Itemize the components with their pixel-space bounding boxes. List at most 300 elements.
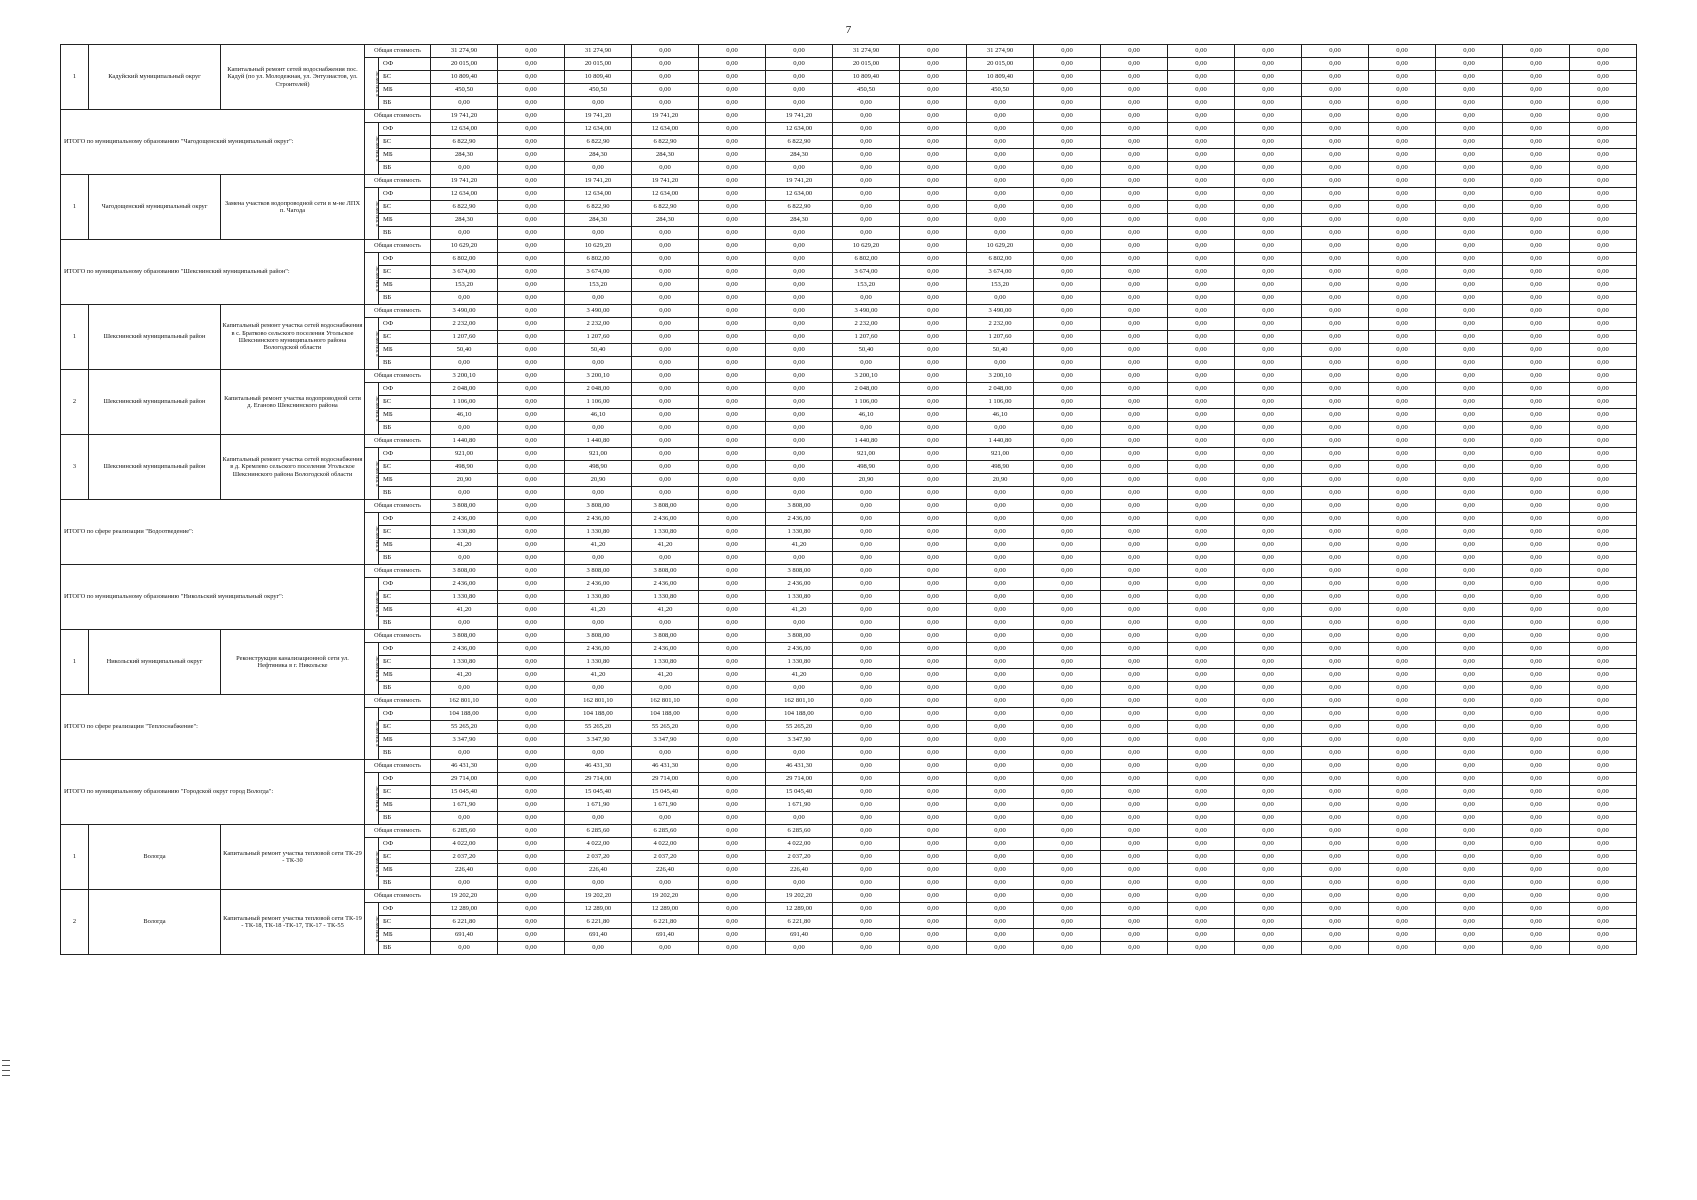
value-cell: 0,00 (1034, 799, 1101, 812)
value-cell: 0,00 (1369, 240, 1436, 253)
value-cell: 0,00 (1168, 851, 1235, 864)
value-cell: 0,00 (1101, 240, 1168, 253)
value-cell: 2 037,20 (632, 851, 699, 864)
value-cell: 0,00 (900, 630, 967, 643)
value-cell: 0,00 (1369, 357, 1436, 370)
value-cell: 6 285,60 (565, 825, 632, 838)
value-cell: 0,00 (833, 864, 900, 877)
value-cell: 0,00 (1369, 617, 1436, 630)
funding-source-label: МБ (379, 929, 431, 942)
value-cell: 0,00 (1034, 500, 1101, 513)
funding-source-label: ВБ (379, 292, 431, 305)
value-cell: 0,00 (1168, 448, 1235, 461)
value-cell: 0,00 (1302, 656, 1369, 669)
value-cell: 0,00 (1168, 760, 1235, 773)
value-cell: 0,00 (1101, 357, 1168, 370)
value-cell: 0,00 (1302, 487, 1369, 500)
value-cell: 0,00 (498, 786, 565, 799)
value-cell: 0,00 (498, 84, 565, 97)
value-cell: 0,00 (1369, 331, 1436, 344)
value-cell: 0,00 (498, 396, 565, 409)
value-cell: 46,10 (431, 409, 498, 422)
value-cell: 0,00 (699, 721, 766, 734)
value-cell: 6 822,90 (565, 136, 632, 149)
value-cell: 0,00 (699, 45, 766, 58)
value-cell: 0,00 (1436, 201, 1503, 214)
value-cell: 0,00 (1570, 669, 1637, 682)
value-cell: 0,00 (900, 851, 967, 864)
value-cell: 0,00 (1302, 71, 1369, 84)
value-cell: 0,00 (1101, 604, 1168, 617)
value-cell: 0,00 (1168, 656, 1235, 669)
value-cell: 0,00 (699, 396, 766, 409)
value-cell: 0,00 (1436, 669, 1503, 682)
value-cell: 0,00 (565, 552, 632, 565)
value-cell: 0,00 (498, 110, 565, 123)
value-cell: 0,00 (632, 266, 699, 279)
value-cell: 0,00 (833, 591, 900, 604)
value-cell: 0,00 (1570, 279, 1637, 292)
value-cell: 0,00 (1034, 357, 1101, 370)
value-cell: 0,00 (1369, 58, 1436, 71)
value-cell: 162 801,10 (766, 695, 833, 708)
value-cell: 0,00 (1302, 786, 1369, 799)
funding-source-label: МБ (379, 474, 431, 487)
value-cell: 0,00 (1302, 890, 1369, 903)
value-cell: 0,00 (1034, 370, 1101, 383)
value-cell: 0,00 (967, 214, 1034, 227)
value-cell: 0,00 (900, 786, 967, 799)
value-cell: 0,00 (699, 747, 766, 760)
value-cell: 0,00 (1503, 58, 1570, 71)
value-cell: 0,00 (1503, 435, 1570, 448)
value-cell: 0,00 (1503, 630, 1570, 643)
value-cell: 0,00 (1101, 565, 1168, 578)
value-cell: 0,00 (1168, 474, 1235, 487)
value-cell: 0,00 (900, 604, 967, 617)
value-cell: 0,00 (699, 916, 766, 929)
value-cell: 0,00 (699, 851, 766, 864)
value-cell: 0,00 (900, 695, 967, 708)
value-cell: 0,00 (1302, 942, 1369, 955)
value-cell: 0,00 (1302, 669, 1369, 682)
value-cell: 0,00 (1570, 799, 1637, 812)
value-cell: 0,00 (632, 682, 699, 695)
value-cell: 0,00 (1034, 656, 1101, 669)
value-cell: 0,00 (1168, 890, 1235, 903)
value-cell: 0,00 (833, 825, 900, 838)
value-cell: 0,00 (1369, 552, 1436, 565)
value-cell: 0,00 (967, 123, 1034, 136)
value-cell: 0,00 (699, 526, 766, 539)
funding-source-label: ОФ (379, 318, 431, 331)
value-cell: 0,00 (1302, 110, 1369, 123)
value-cell: 0,00 (1436, 760, 1503, 773)
value-cell: 0,00 (1168, 643, 1235, 656)
table-row (61, 370, 1637, 383)
value-cell: 0,00 (833, 799, 900, 812)
municipality-name: Никольский муниципальный округ (89, 630, 221, 695)
value-cell: 0,00 (699, 890, 766, 903)
value-cell: 0,00 (1436, 383, 1503, 396)
value-cell: 0,00 (833, 838, 900, 851)
value-cell: 0,00 (1369, 383, 1436, 396)
value-cell: 0,00 (1503, 201, 1570, 214)
value-cell: 0,00 (766, 435, 833, 448)
value-cell: 0,00 (967, 500, 1034, 513)
funding-source-label: БС (379, 136, 431, 149)
value-cell: 0,00 (565, 422, 632, 435)
value-cell: 0,00 (498, 539, 565, 552)
value-cell: 162 801,10 (565, 695, 632, 708)
value-cell: 0,00 (900, 227, 967, 240)
value-cell: 0,00 (1168, 721, 1235, 734)
value-cell: 0,00 (1101, 266, 1168, 279)
value-cell: 0,00 (1168, 526, 1235, 539)
value-cell: 41,20 (565, 604, 632, 617)
value-cell: 0,00 (1436, 500, 1503, 513)
value-cell: 0,00 (1570, 383, 1637, 396)
value-cell: 1 330,80 (632, 656, 699, 669)
value-cell: 0,00 (699, 825, 766, 838)
value-cell: 0,00 (699, 565, 766, 578)
value-cell: 3 490,00 (967, 305, 1034, 318)
value-cell: 1 330,80 (431, 656, 498, 669)
value-cell: 0,00 (1369, 136, 1436, 149)
value-cell: 0,00 (1369, 279, 1436, 292)
value-cell: 0,00 (900, 708, 967, 721)
in-that-number-label (365, 708, 379, 760)
value-cell: 0,00 (632, 71, 699, 84)
value-cell: 0,00 (1168, 461, 1235, 474)
in-that-number-text: в том числе: (375, 330, 381, 357)
value-cell: 0,00 (1168, 435, 1235, 448)
value-cell: 0,00 (565, 227, 632, 240)
value-cell: 0,00 (1436, 175, 1503, 188)
value-cell: 0,00 (1369, 669, 1436, 682)
value-cell: 0,00 (833, 916, 900, 929)
value-cell: 0,00 (1034, 877, 1101, 890)
value-cell: 0,00 (833, 708, 900, 721)
value-cell: 0,00 (833, 214, 900, 227)
value-cell: 0,00 (1570, 448, 1637, 461)
value-cell: 0,00 (1570, 786, 1637, 799)
value-cell: 0,00 (1168, 292, 1235, 305)
value-cell: 0,00 (967, 916, 1034, 929)
value-cell: 3 674,00 (833, 266, 900, 279)
value-cell: 0,00 (1101, 721, 1168, 734)
value-cell: 0,00 (632, 422, 699, 435)
value-cell: 0,00 (1034, 292, 1101, 305)
value-cell: 0,00 (1369, 695, 1436, 708)
total-label: ИТОГО по муниципальному образованию "Чагодощенский муниципальный округ": (61, 110, 365, 175)
value-cell: 498,90 (565, 461, 632, 474)
value-cell: 0,00 (833, 682, 900, 695)
value-cell: 3 808,00 (431, 630, 498, 643)
value-cell: 0,00 (1436, 396, 1503, 409)
value-cell: 0,00 (1570, 500, 1637, 513)
value-cell: 0,00 (1436, 747, 1503, 760)
value-cell: 0,00 (1235, 188, 1302, 201)
value-cell: 50,40 (431, 344, 498, 357)
value-cell: 284,30 (766, 214, 833, 227)
value-cell: 0,00 (632, 292, 699, 305)
value-cell: 0,00 (1168, 682, 1235, 695)
value-cell: 0,00 (1503, 799, 1570, 812)
value-cell: 0,00 (498, 318, 565, 331)
value-cell: 0,00 (1034, 435, 1101, 448)
value-cell: 0,00 (1369, 760, 1436, 773)
value-cell: 0,00 (498, 552, 565, 565)
value-cell: 0,00 (1570, 643, 1637, 656)
value-cell: 0,00 (565, 97, 632, 110)
value-cell: 0,00 (1302, 799, 1369, 812)
value-cell: 0,00 (900, 71, 967, 84)
value-cell: 0,00 (1235, 97, 1302, 110)
value-cell: 2 436,00 (766, 578, 833, 591)
value-cell: 0,00 (766, 292, 833, 305)
value-cell: 0,00 (1101, 292, 1168, 305)
value-cell: 0,00 (1436, 253, 1503, 266)
value-cell: 0,00 (1503, 721, 1570, 734)
value-cell: 0,00 (900, 175, 967, 188)
value-cell: 0,00 (431, 942, 498, 955)
value-cell: 0,00 (498, 409, 565, 422)
value-cell: 0,00 (1168, 825, 1235, 838)
value-cell: 0,00 (498, 175, 565, 188)
value-cell: 0,00 (1369, 149, 1436, 162)
value-cell: 0,00 (1235, 552, 1302, 565)
value-cell: 0,00 (1168, 409, 1235, 422)
value-cell: 0,00 (1369, 890, 1436, 903)
table-row (61, 435, 1637, 448)
value-cell: 0,00 (1436, 604, 1503, 617)
value-cell: 0,00 (1369, 565, 1436, 578)
value-cell: 0,00 (1101, 214, 1168, 227)
value-cell: 0,00 (1034, 916, 1101, 929)
value-cell: 0,00 (1168, 799, 1235, 812)
value-cell: 0,00 (1570, 97, 1637, 110)
value-cell: 0,00 (1436, 682, 1503, 695)
value-cell: 0,00 (1436, 240, 1503, 253)
value-cell: 0,00 (1101, 773, 1168, 786)
value-cell: 0,00 (1369, 591, 1436, 604)
value-cell: 0,00 (1436, 71, 1503, 84)
value-cell: 0,00 (967, 617, 1034, 630)
value-cell: 0,00 (1302, 422, 1369, 435)
value-cell: 0,00 (1168, 500, 1235, 513)
value-cell: 0,00 (1570, 526, 1637, 539)
value-cell: 0,00 (833, 578, 900, 591)
value-cell: 0,00 (699, 474, 766, 487)
value-cell: 0,00 (699, 630, 766, 643)
value-cell: 1 207,60 (833, 331, 900, 344)
total-label: ИТОГО по сфере реализации "Водоотведение": (61, 500, 365, 565)
in-that-number-label (365, 448, 379, 500)
municipality-name: Кадуйский муниципальный округ (89, 45, 221, 110)
value-cell: 0,00 (1168, 97, 1235, 110)
value-cell: 0,00 (1034, 240, 1101, 253)
value-cell: 0,00 (1503, 123, 1570, 136)
value-cell: 12 289,00 (565, 903, 632, 916)
value-cell: 0,00 (1503, 838, 1570, 851)
value-cell: 1 106,00 (565, 396, 632, 409)
funding-source-label: ОФ (379, 578, 431, 591)
value-cell: 0,00 (1302, 617, 1369, 630)
value-cell: 0,00 (833, 487, 900, 500)
value-cell: 0,00 (900, 422, 967, 435)
value-cell: 0,00 (1436, 864, 1503, 877)
value-cell: 0,00 (1503, 318, 1570, 331)
value-cell: 0,00 (498, 565, 565, 578)
value-cell: 0,00 (967, 773, 1034, 786)
value-cell: 0,00 (498, 682, 565, 695)
value-cell: 0,00 (1034, 825, 1101, 838)
cost-kind-label: Общая стоимость (365, 890, 431, 903)
in-that-number-label (365, 773, 379, 825)
value-cell: 0,00 (1235, 942, 1302, 955)
value-cell: 0,00 (1302, 578, 1369, 591)
value-cell: 0,00 (1168, 123, 1235, 136)
value-cell: 2 048,00 (833, 383, 900, 396)
funding-source-label: ОФ (379, 643, 431, 656)
value-cell: 0,00 (1369, 318, 1436, 331)
value-cell: 284,30 (565, 149, 632, 162)
value-cell: 0,00 (1570, 942, 1637, 955)
value-cell: 0,00 (1034, 591, 1101, 604)
value-cell: 0,00 (1369, 409, 1436, 422)
value-cell: 0,00 (1302, 136, 1369, 149)
value-cell: 0,00 (900, 825, 967, 838)
value-cell: 0,00 (1235, 578, 1302, 591)
value-cell: 284,30 (431, 214, 498, 227)
value-cell: 0,00 (632, 487, 699, 500)
value-cell: 0,00 (498, 760, 565, 773)
value-cell: 0,00 (1168, 110, 1235, 123)
value-cell: 0,00 (1302, 84, 1369, 97)
value-cell: 226,40 (431, 864, 498, 877)
value-cell: 0,00 (1369, 734, 1436, 747)
value-cell: 0,00 (699, 123, 766, 136)
value-cell: 0,00 (1235, 435, 1302, 448)
value-cell: 0,00 (1369, 578, 1436, 591)
value-cell: 0,00 (699, 864, 766, 877)
value-cell: 41,20 (632, 669, 699, 682)
value-cell: 3 674,00 (565, 266, 632, 279)
value-cell: 2 232,00 (833, 318, 900, 331)
value-cell: 0,00 (431, 812, 498, 825)
value-cell: 0,00 (967, 162, 1034, 175)
value-cell: 0,00 (1101, 552, 1168, 565)
value-cell: 2 436,00 (431, 643, 498, 656)
value-cell: 0,00 (833, 526, 900, 539)
value-cell: 0,00 (967, 591, 1034, 604)
value-cell: 1 671,90 (632, 799, 699, 812)
value-cell: 153,20 (967, 279, 1034, 292)
value-cell: 0,00 (1034, 305, 1101, 318)
value-cell: 3 347,90 (565, 734, 632, 747)
value-cell: 41,20 (431, 539, 498, 552)
value-cell: 0,00 (1235, 292, 1302, 305)
value-cell: 0,00 (699, 110, 766, 123)
value-cell: 3 808,00 (565, 565, 632, 578)
value-cell: 921,00 (565, 448, 632, 461)
value-cell: 0,00 (699, 136, 766, 149)
value-cell: 0,00 (1034, 318, 1101, 331)
value-cell: 0,00 (1101, 747, 1168, 760)
value-cell: 0,00 (967, 669, 1034, 682)
project-description: Капитальный ремонт участка тепловой сети ТК-29 - ТК-30 (221, 825, 365, 890)
value-cell: 3 808,00 (632, 565, 699, 578)
value-cell: 0,00 (766, 97, 833, 110)
value-cell: 0,00 (1570, 630, 1637, 643)
value-cell: 0,00 (1436, 266, 1503, 279)
value-cell: 0,00 (1034, 266, 1101, 279)
funding-source-label: БС (379, 526, 431, 539)
value-cell: 19 741,20 (632, 110, 699, 123)
value-cell: 0,00 (766, 84, 833, 97)
value-cell: 0,00 (1436, 123, 1503, 136)
value-cell: 1 207,60 (565, 331, 632, 344)
funding-source-label: МБ (379, 214, 431, 227)
value-cell: 0,00 (1302, 162, 1369, 175)
value-cell: 0,00 (1235, 175, 1302, 188)
value-cell: 0,00 (1235, 331, 1302, 344)
value-cell: 0,00 (1034, 409, 1101, 422)
value-cell: 1 106,00 (833, 396, 900, 409)
value-cell: 0,00 (1302, 123, 1369, 136)
value-cell: 0,00 (699, 71, 766, 84)
value-cell: 0,00 (498, 812, 565, 825)
value-cell: 0,00 (1235, 84, 1302, 97)
value-cell: 0,00 (766, 682, 833, 695)
funding-source-label: МБ (379, 604, 431, 617)
value-cell: 1 330,80 (565, 656, 632, 669)
value-cell: 0,00 (1436, 617, 1503, 630)
value-cell: 0,00 (1570, 45, 1637, 58)
value-cell: 3 808,00 (632, 630, 699, 643)
value-cell: 0,00 (1302, 175, 1369, 188)
value-cell: 0,00 (833, 747, 900, 760)
value-cell: 0,00 (1369, 812, 1436, 825)
value-cell: 0,00 (1235, 214, 1302, 227)
value-cell: 0,00 (1235, 682, 1302, 695)
value-cell: 0,00 (1436, 721, 1503, 734)
table-row (61, 630, 1637, 643)
value-cell: 0,00 (699, 97, 766, 110)
value-cell: 0,00 (498, 149, 565, 162)
value-cell: 0,00 (498, 331, 565, 344)
value-cell: 0,00 (900, 149, 967, 162)
value-cell: 6 822,90 (431, 136, 498, 149)
value-cell: 0,00 (498, 838, 565, 851)
value-cell: 0,00 (1168, 422, 1235, 435)
value-cell: 15 045,40 (431, 786, 498, 799)
value-cell: 2 232,00 (565, 318, 632, 331)
value-cell: 0,00 (1302, 448, 1369, 461)
value-cell: 0,00 (1503, 305, 1570, 318)
value-cell: 0,00 (699, 344, 766, 357)
cost-kind-label: Общая стоимость (365, 630, 431, 643)
value-cell: 0,00 (1436, 188, 1503, 201)
value-cell: 0,00 (1570, 760, 1637, 773)
value-cell: 10 629,20 (565, 240, 632, 253)
value-cell: 6 285,60 (766, 825, 833, 838)
value-cell: 0,00 (1570, 84, 1637, 97)
value-cell: 0,00 (1034, 461, 1101, 474)
value-cell: 4 022,00 (431, 838, 498, 851)
value-cell: 4 022,00 (766, 838, 833, 851)
